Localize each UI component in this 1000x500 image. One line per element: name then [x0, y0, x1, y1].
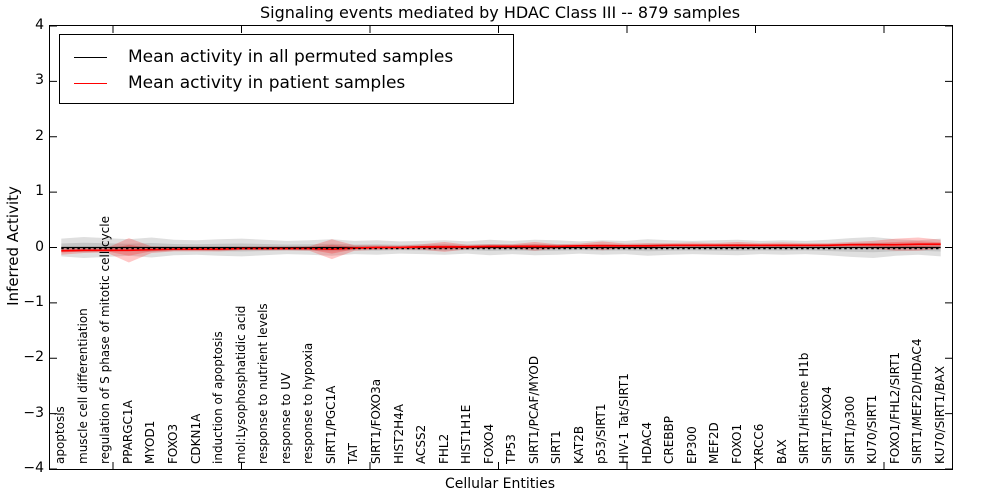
legend-label-patient: Mean activity in patient samples	[128, 73, 406, 93]
x-tick-label: response to UV	[278, 372, 293, 464]
legend-line-patient-icon	[74, 83, 107, 84]
x-tick-label: TP53	[504, 434, 519, 464]
x-tick-label: muscle cell differentiation	[75, 308, 90, 464]
y-axis-label: Inferred Activity	[4, 186, 22, 306]
x-tick-label: XRCC6	[752, 423, 767, 464]
x-tick-label: HIST2H4A	[391, 403, 406, 464]
x-tick-label: p53/SIRT1	[594, 403, 609, 464]
x-tick-label: SIRT1/PCAF/MYOD	[526, 355, 541, 464]
x-tick-label: KAT2B	[571, 425, 586, 464]
x-tick-label: CREBBP	[662, 416, 677, 464]
y-tick-label: 2	[35, 127, 44, 144]
x-axis-label: Cellular Entities	[444, 476, 556, 492]
x-tick-label: ACSS2	[414, 424, 429, 464]
y-tick-label: 1	[35, 183, 44, 200]
x-tick-label: CDKN1A	[188, 413, 203, 464]
y-tick-label: −4	[23, 460, 44, 476]
x-tick-label: KU70/SIRT1/BAX	[932, 366, 947, 464]
x-tick-label: SIRT1/FOXO4	[819, 386, 834, 464]
x-tick-label: mol:Lysophosphatidic acid	[233, 305, 248, 464]
x-tick-label: SIRT1/FOXO3a	[368, 378, 383, 464]
x-tick-label: FHL2	[436, 433, 451, 464]
x-tick-label: FOXO1	[729, 423, 744, 464]
x-tick-label: FOXO4	[481, 423, 496, 464]
x-tick-label: HIV-1 Tat/SIRT1	[617, 373, 632, 464]
x-tick-label: response to nutrient levels	[256, 303, 271, 464]
x-tick-label: HIST1H1E	[459, 404, 474, 464]
x-tick-label: apoptosis	[53, 406, 68, 464]
legend-label-permuted: Mean activity in all permuted samples	[128, 47, 454, 67]
legend	[59, 34, 514, 104]
x-tick-label: MYOD1	[143, 420, 158, 464]
x-tick-label: PPARGC1A	[120, 400, 135, 464]
legend-row-permuted	[74, 44, 513, 70]
x-tick-label: TAT	[346, 442, 361, 464]
x-tick-label: EP300	[684, 426, 699, 464]
legend-line-permuted-icon	[74, 57, 107, 58]
y-tick-label: −3	[23, 404, 44, 421]
x-tick-label: response to hypoxia	[301, 342, 316, 464]
x-tick-label: SIRT1/PGC1A	[323, 385, 338, 464]
y-tick-label: −2	[23, 349, 44, 366]
x-tick-label: FOXO1/FHL2/SIRT1	[887, 351, 902, 464]
y-tick-label: 3	[35, 72, 44, 89]
y-tick-label: 0	[35, 238, 44, 255]
x-tick-label: HDAC4	[639, 421, 654, 464]
x-tick-label: SIRT1	[549, 430, 564, 464]
chart-title: Signaling events mediated by HDAC Class III -- 879 samples	[259, 3, 741, 22]
x-tick-label: FOXO3	[166, 423, 181, 464]
y-tick-label: −1	[23, 293, 44, 310]
x-tick-label: regulation of S phase of mitotic cell cycle	[98, 216, 113, 464]
x-tick-label: induction of apoptosis	[211, 331, 226, 464]
y-tick-label: 4	[35, 17, 44, 33]
x-tick-label: SIRT1/Histone H1b	[797, 352, 812, 464]
x-tick-label: KU70/SIRT1	[865, 394, 880, 464]
x-tick-label: BAX	[774, 439, 789, 464]
x-tick-label: SIRT1/p300	[842, 395, 857, 464]
legend-row-patient	[74, 70, 513, 96]
x-tick-label: SIRT1/MEF2D/HDAC4	[910, 338, 925, 464]
x-tick-label: MEF2D	[707, 422, 722, 464]
